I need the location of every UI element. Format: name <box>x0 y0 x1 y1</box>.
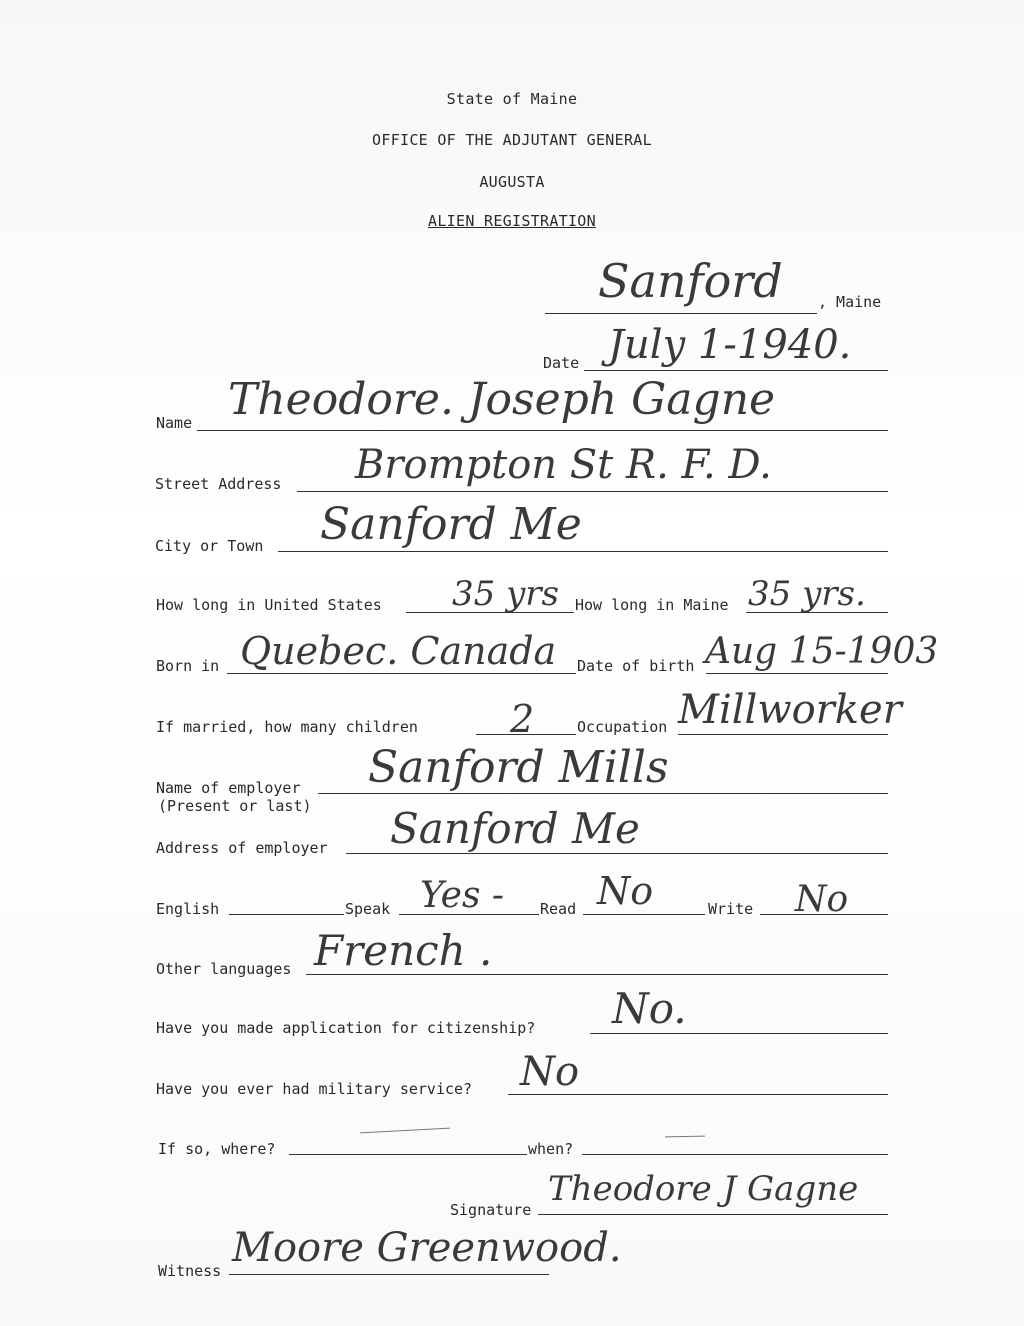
write-value: No <box>795 879 849 920</box>
read-line <box>583 914 705 915</box>
witness-label: Witness <box>158 1262 222 1280</box>
us-length-label: How long in United States <box>156 596 382 614</box>
employer-sublabel: (Present or last) <box>158 797 312 815</box>
place-suffix: , Maine <box>818 293 882 311</box>
header-office: OFFICE OF THE ADJUTANT GENERAL <box>372 131 652 149</box>
street-line <box>297 491 888 492</box>
maine-length-value: 35 yrs. <box>748 574 866 614</box>
city-value: Sanford Me <box>320 499 582 550</box>
date-value: July 1-1940. <box>608 322 852 368</box>
employer-address-value: Sanford Me <box>390 804 640 853</box>
other-languages-value: French . <box>314 926 493 975</box>
employer-label: Name of employer <box>156 779 301 797</box>
header-city: AUGUSTA <box>479 173 545 191</box>
street-value: Brompton St R. F. D. <box>355 442 772 488</box>
when-line <box>582 1154 888 1155</box>
occupation-line <box>678 734 888 735</box>
form-title: ALIEN REGISTRATION <box>428 212 596 230</box>
children-value: 2 <box>510 697 535 741</box>
read-value: No <box>597 869 654 913</box>
military-value: No <box>520 1049 580 1095</box>
place-line <box>545 313 817 314</box>
where-label: If so, where? <box>158 1140 276 1158</box>
english-line <box>229 914 344 915</box>
when-label: when? <box>528 1140 574 1158</box>
witness-line <box>229 1274 549 1275</box>
name-value: Theodore. Joseph Gagne <box>228 374 776 425</box>
employer-line <box>318 793 888 794</box>
write-label: Write <box>708 900 754 918</box>
maine-length-label: How long in Maine <box>575 596 729 614</box>
english-label: English <box>156 900 220 918</box>
dob-value: Aug 15-1903 <box>705 631 939 672</box>
signature-line <box>538 1214 888 1215</box>
military-label: Have you ever had military service? <box>156 1080 473 1098</box>
street-label: Street Address <box>155 475 282 493</box>
occupation-value: Millworker <box>678 687 902 733</box>
dob-label: Date of birth <box>577 657 695 675</box>
city-label: City or Town <box>155 537 264 555</box>
read-label: Read <box>540 900 577 918</box>
header-state: State of Maine <box>446 90 578 108</box>
signature-label: Signature <box>450 1201 532 1219</box>
date-label: Date <box>543 354 580 372</box>
born-line <box>227 673 576 674</box>
employer-address-line <box>346 853 888 854</box>
employer-value: Sanford Mills <box>368 742 669 793</box>
signature-value: Theodore J Gagne <box>548 1169 859 1209</box>
city-line <box>278 551 888 552</box>
occupation-label: Occupation <box>577 718 668 736</box>
citizenship-value: No. <box>612 984 687 1033</box>
place-value: Sanford <box>598 254 783 308</box>
dob-line <box>706 673 888 674</box>
citizenship-line <box>590 1033 888 1034</box>
when-pen-mark <box>665 1136 705 1138</box>
born-label: Born in <box>156 657 220 675</box>
speak-label: Speak <box>345 900 391 918</box>
name-label: Name <box>156 414 193 432</box>
children-label: If married, how many children <box>156 718 418 736</box>
citizenship-label: Have you made application for citizenship? <box>156 1019 536 1037</box>
date-line <box>584 370 888 371</box>
born-value: Quebec. Canada <box>240 629 557 673</box>
where-line <box>289 1154 527 1155</box>
us-length-value: 35 yrs <box>452 574 559 614</box>
name-line <box>197 430 888 431</box>
where-pen-mark <box>360 1128 450 1134</box>
witness-value: Moore Greenwood. <box>232 1225 622 1271</box>
speak-value: Yes - <box>420 875 505 916</box>
other-languages-label: Other languages <box>156 960 292 978</box>
employer-address-label: Address of employer <box>156 839 328 857</box>
